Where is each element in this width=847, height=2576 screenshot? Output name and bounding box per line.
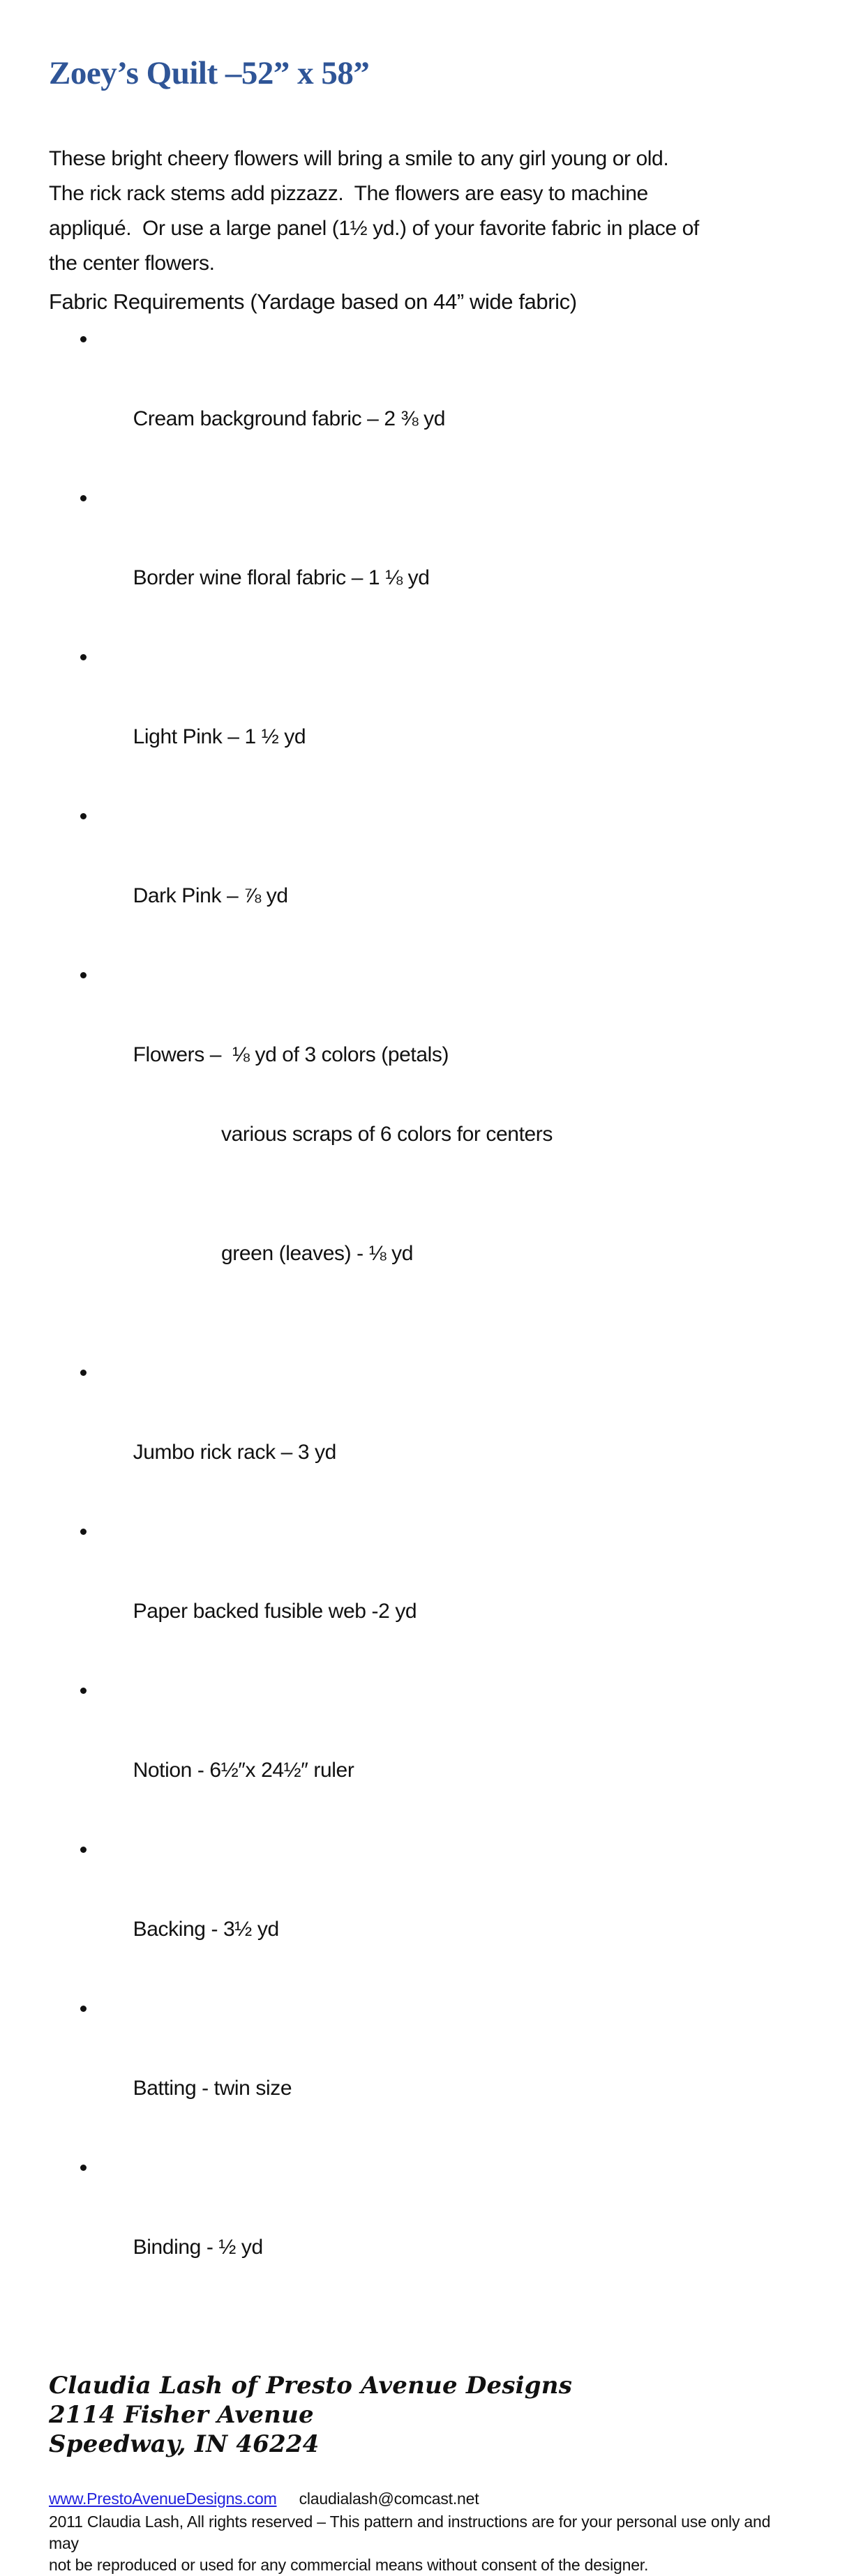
page-title: Zoey’s Quilt –52” x 58” — [49, 55, 370, 91]
list-item — [49, 478, 780, 637]
copyright-notice — [49, 2511, 780, 2576]
list-item — [49, 1830, 780, 1989]
list-item — [49, 1671, 780, 1830]
bullet-icon — [80, 1688, 87, 1694]
list-item-text: Paper backed fusible web -2 yd — [133, 1600, 417, 1623]
list-item-text: Light Pink – 1 ½ yd — [133, 725, 306, 748]
bullet-icon — [80, 972, 87, 978]
bullet-icon — [80, 2006, 87, 2012]
list-item — [49, 1989, 780, 2148]
designer-city-line: Speedway, IN 46224 — [49, 2430, 320, 2458]
list-item-text: Dark Pink – ⅞ yd — [133, 884, 288, 907]
bullet-icon — [80, 813, 87, 819]
bullet-icon — [80, 1529, 87, 1535]
list-item-text: Flowers – ⅛ yd of 3 colors (petals) — [133, 1043, 449, 1066]
list-item — [49, 1353, 780, 1512]
bullet-icon — [80, 495, 87, 501]
list-item-text: Batting - twin size — [133, 2077, 292, 2100]
list-item — [49, 955, 780, 1353]
fabric-requirements-list — [49, 319, 780, 2307]
copyright-line: 2011 Claudia Lash, All rights reserved – This pattern and instructions are for your personal use only and may — [49, 2513, 775, 2552]
list-item-text: Jumbo rick rack – 3 yd — [133, 1441, 336, 1464]
designer-name-line: Claudia Lash of Presto Avenue Designs — [49, 2372, 573, 2400]
website-link[interactable]: www.PrestoAvenueDesigns.com — [49, 2490, 277, 2508]
intro-line: These bright cheery flowers will bring a smile to any girl young or old. — [49, 147, 669, 170]
bullet-icon — [80, 2165, 87, 2171]
contact-line — [49, 2488, 780, 2510]
email-text: claudialash@comcast.net — [299, 2490, 479, 2508]
list-item-text: Border wine floral fabric – 1 ⅛ yd — [133, 566, 430, 589]
copyright-line: not be reproduced or used for any commercial means without consent of the designer. — [49, 2556, 649, 2574]
list-item — [49, 637, 780, 796]
designer-street-line: 2114 Fisher Avenue — [49, 2401, 314, 2429]
list-item-subline: green (leaves) - ⅛ yd — [221, 1242, 414, 1265]
intro-paragraph — [49, 142, 780, 281]
list-item — [49, 2148, 780, 2307]
intro-line: The rick rack stems add pizzazz. The flowers are easy to machine — [49, 182, 648, 205]
bullet-icon — [80, 1370, 87, 1376]
bullet-icon — [80, 336, 87, 342]
list-item — [49, 796, 780, 955]
list-item-subline: various scraps of 6 colors for centers — [221, 1123, 553, 1146]
bullet-icon — [80, 1847, 87, 1853]
list-item — [49, 319, 780, 478]
list-item-text: Notion - 6½″x 24½″ ruler — [133, 1759, 354, 1782]
intro-line: appliqué. Or use a large panel (1½ yd.) of your favorite fabric in place of — [49, 217, 699, 240]
list-item-text: Binding - ½ yd — [133, 2236, 263, 2259]
list-item — [49, 1512, 780, 1671]
intro-line: the center flowers. — [49, 252, 215, 275]
designer-address-block — [49, 2371, 780, 2459]
footer — [49, 2488, 780, 2576]
list-item-text: Cream background fabric – 2 ⅜ yd — [133, 407, 446, 430]
bullet-icon — [80, 654, 87, 660]
list-item-text: Backing - 3½ yd — [133, 1918, 279, 1941]
fabric-requirements-heading: Fabric Requirements (Yardage based on 44” wide fabric) — [49, 289, 577, 314]
